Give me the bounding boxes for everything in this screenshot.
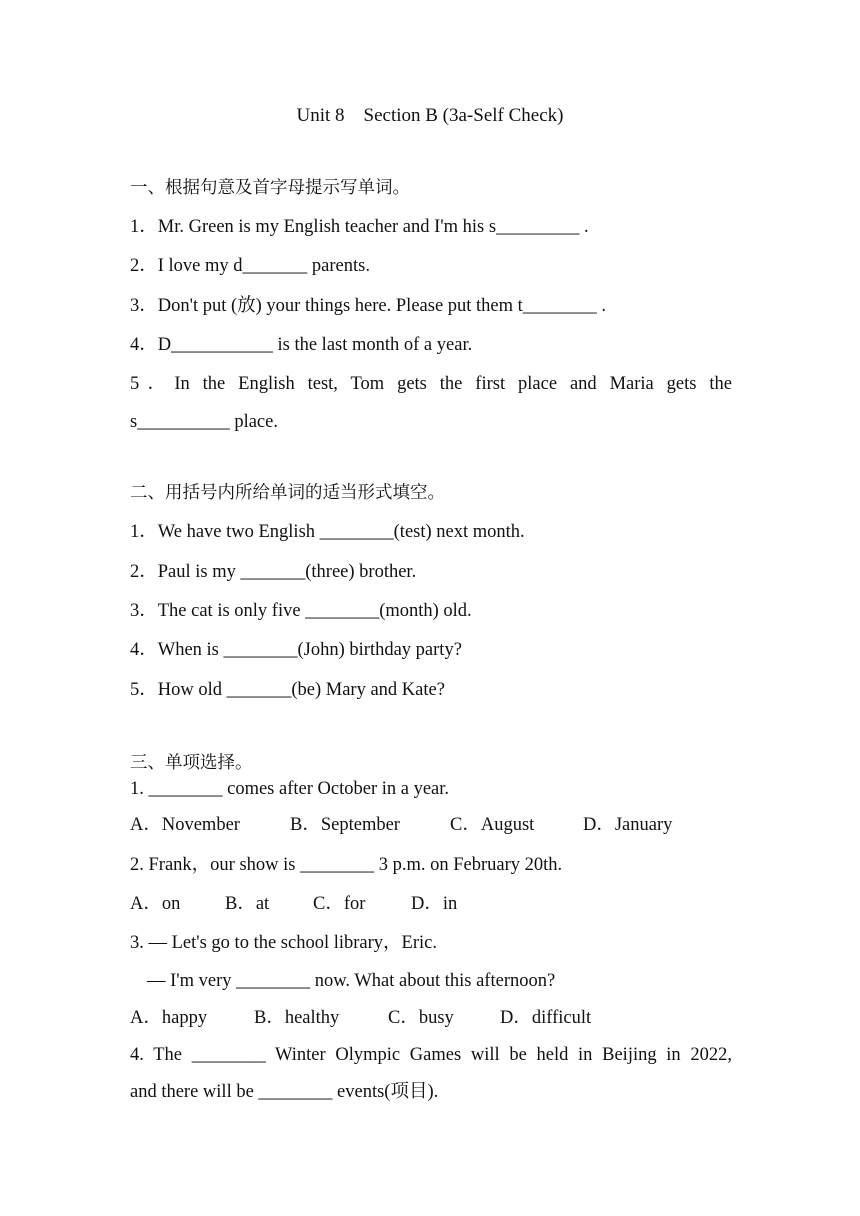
q3-options [130,1006,732,1030]
page-title: Unit 8 Section B (3a-Self Check) [296,105,564,126]
section3-heading: 三、单项选择。 [130,753,253,773]
q3-stem: 3. — Let's go to the school library，Eric. [130,933,437,953]
q1-option-b: B．September [290,815,400,835]
q2-options [130,892,732,916]
q2-option-b: B．at [225,894,270,914]
q3-reply: — I'm very ________ now. What about this afternoon? [147,971,556,991]
section2-item-3: 3．The cat is only five ________(month) old. [130,601,472,621]
section1-item-5: 5．In the English test, Tom gets the first place and Maria gets the [130,374,732,394]
q3-option-a: A．happy [130,1008,208,1028]
section2-item-4: 4．When is ________(John) birthday party? [130,640,462,660]
section1-item-5-cont: s__________ place. [130,412,278,432]
q3-option-b: B．healthy [254,1008,340,1028]
section1-item-2: 2．I love my d_______ parents. [130,256,370,276]
q3-option-c: C．busy [388,1008,454,1028]
q2-option-a: A．on [130,894,181,914]
section2-item-1: 1．We have two English ________(test) next month. [130,522,525,542]
q1-option-d: D．January [583,815,673,835]
section1-heading: 一、根据句意及首字母提示写单词。 [130,178,410,198]
q1-option-a: A．November [130,815,240,835]
section2-heading: 二、用括号内所给单词的适当形式填空。 [130,483,445,503]
q1-option-c: C．August [450,815,535,835]
q1-options [130,813,732,837]
q2-stem: 2. Frank，our show is ________ 3 p.m. on February 20th. [130,855,563,875]
section2-item-5: 5．How old _______(be) Mary and Kate? [130,680,445,700]
section1-item-1: 1．Mr. Green is my English teacher and I'm his s_________ . [130,217,589,237]
section1-item-3: 3．Don't put (放) your things here. Please put them t________ . [130,296,607,316]
q1-stem: 1. ________ comes after October in a year. [130,779,450,799]
section2-item-2: 2．Paul is my _______(three) brother. [130,562,417,582]
q2-option-c: C．for [313,894,366,914]
q4-stem: 4. The ________ Winter Olympic Games will be held in Beijing in 2022, [130,1045,732,1065]
section1-item-4: 4．D___________ is the last month of a year. [130,335,473,355]
q3-option-d: D．difficult [500,1008,592,1028]
q2-option-d: D．in [411,894,458,914]
q4-stem-cont: and there will be ________ events(项目). [130,1082,439,1102]
